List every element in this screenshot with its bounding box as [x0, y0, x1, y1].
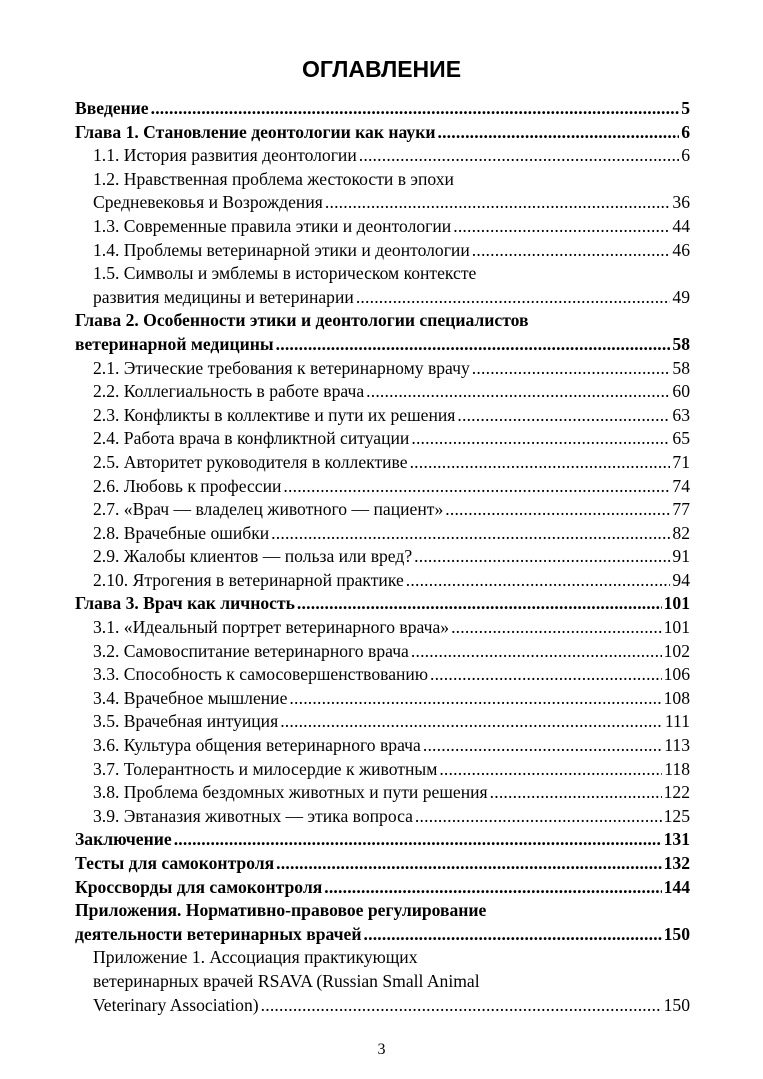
dot-leader	[271, 522, 670, 546]
dot-leader	[423, 734, 662, 758]
toc-entry-title: Тесты для самоконтроля	[75, 853, 275, 873]
toc-entry	[75, 781, 690, 805]
toc-entry	[75, 215, 690, 239]
toc-entry-page: 94	[672, 569, 690, 590]
toc-entry-title: 3.8. Проблема бездомных животных и пути решения	[93, 782, 488, 803]
toc-entry-title: 3.9. Эвтаназия животных — этика вопроса	[93, 805, 413, 826]
toc-entry-title: развития медицины и ветеринарии	[93, 286, 354, 307]
dot-leader	[280, 710, 663, 734]
toc-entry-title: 2.2. Коллегиальность в работе врача	[93, 381, 365, 402]
toc-entry	[75, 475, 690, 499]
toc-entry	[75, 828, 690, 852]
toc-entry	[75, 239, 690, 263]
toc-entry-title: 1.4. Проблемы ветеринарной этики и деонтологии	[93, 239, 470, 260]
toc-entry-title: 3.4. Врачебное мышление	[93, 687, 288, 708]
toc-entry-title: 1.3. Современные правила этики и деонтологии	[93, 215, 452, 236]
dot-leader	[356, 286, 671, 310]
toc-entry-title: 2.8. Врачебные ошибки	[93, 522, 270, 543]
toc-entry-title: Глава 1. Становление деонтологии как науки	[75, 121, 436, 142]
dot-leader	[490, 781, 662, 805]
toc-entry	[75, 168, 690, 192]
dot-leader	[261, 994, 662, 1018]
page-number: 3	[377, 1041, 386, 1058]
toc-entry	[75, 616, 690, 640]
toc-entry-title: 3.7. Толерантность и милосердие к животным	[93, 758, 438, 779]
toc-entry-page: 144	[663, 876, 690, 897]
toc-entry-title: Кроссворды для самоконтроля	[75, 876, 323, 897]
toc-entry-title: 1.2. Нравственная проблема жестокости в эпохи	[93, 168, 454, 189]
toc-entry-page: 101	[663, 593, 690, 614]
toc-entry-title: 2.1. Этические требования к ветеринарному врачу	[93, 357, 470, 378]
dot-leader	[325, 191, 671, 215]
toc-entry-page: 71	[672, 451, 690, 472]
toc-entry-page: 131	[663, 829, 690, 850]
toc-entry	[75, 309, 690, 333]
toc-entry-page: 65	[672, 428, 690, 449]
toc-entry-title: Глава 3. Врач как личность	[75, 593, 295, 614]
toc-entry	[75, 451, 690, 475]
toc-entry-page: 102	[663, 640, 690, 661]
dot-leader	[410, 451, 671, 475]
toc-entry-title: Средневековья и Возрождения	[93, 192, 323, 213]
toc-entry-page: 5	[681, 98, 690, 118]
dot-leader	[366, 380, 670, 404]
toc-entry	[75, 592, 690, 616]
toc-entry-page: 122	[663, 782, 690, 803]
toc-entry	[75, 663, 690, 687]
dot-leader	[289, 687, 661, 711]
toc-entry	[75, 357, 690, 381]
toc-entry	[75, 687, 690, 711]
toc-entry-page: 58	[672, 357, 690, 378]
toc-entry-title: 2.5. Авторитет руководителя в коллективе	[93, 451, 408, 472]
toc-entry	[75, 923, 690, 947]
toc-entry-page: 106	[663, 664, 690, 685]
toc-entry-page: 150	[663, 994, 690, 1015]
toc-entry-title: 2.6. Любовь к профессии	[93, 475, 282, 496]
toc-entry-title: 2.10. Ятрогения в ветеринарной практике	[93, 569, 404, 590]
toc-entry-page: 132	[663, 853, 690, 873]
dot-leader	[430, 663, 662, 687]
toc-entry-page: 44	[672, 215, 690, 236]
toc-entry	[75, 994, 690, 1018]
toc-entry	[75, 404, 690, 428]
dot-leader	[437, 121, 679, 145]
toc-entry-page: 6	[681, 145, 690, 166]
toc-entry-page: 6	[681, 121, 690, 142]
toc-entry-title: деятельности ветеринарных врачей	[75, 923, 362, 944]
toc-entry	[75, 876, 690, 900]
toc-entry	[75, 191, 690, 215]
dot-leader	[414, 545, 670, 569]
table-of-contents	[75, 97, 690, 1017]
dot-leader	[472, 239, 671, 263]
toc-entry-title: ветеринарной медицины	[75, 333, 274, 354]
dot-leader	[439, 758, 662, 782]
toc-entry	[75, 569, 690, 593]
toc-entry-title: Заключение	[75, 829, 172, 850]
toc-entry-title: 3.6. Культура общения ветеринарного врача	[93, 735, 421, 756]
toc-entry-page: 46	[672, 239, 690, 260]
toc-entry	[75, 498, 690, 522]
dot-leader	[324, 876, 661, 900]
toc-entry-page: 108	[663, 687, 690, 708]
toc-entry-page: 77	[672, 499, 690, 520]
dot-leader	[174, 828, 662, 852]
dot-leader	[415, 805, 662, 829]
toc-entry-title: 2.9. Жалобы клиентов — польза или вред?	[93, 546, 413, 567]
dot-leader	[445, 498, 670, 522]
dot-leader	[406, 569, 671, 593]
toc-entry-page: 91	[672, 546, 690, 567]
dot-leader	[276, 333, 671, 357]
toc-entry-title: Глава 2. Особенности этики и деонтологии специалистов	[75, 310, 529, 331]
toc-entry	[75, 970, 690, 994]
toc-entry-page: 113	[664, 735, 690, 756]
dot-leader	[451, 616, 662, 640]
toc-entry-page: 58	[672, 333, 690, 354]
toc-entry-title: Введение	[75, 98, 149, 118]
toc-entry	[75, 545, 690, 569]
toc-entry	[75, 427, 690, 451]
dot-leader	[453, 215, 670, 239]
toc-entry-page: 36	[672, 192, 690, 213]
toc-entry	[75, 522, 690, 546]
toc-entry	[75, 710, 690, 734]
toc-entry	[75, 144, 690, 168]
toc-entry-title: ветеринарных врачей RSAVA (Russian Small Animal	[93, 970, 480, 991]
toc-entry-title: 3.3. Способность к самосовершенствованию	[93, 664, 428, 685]
toc-entry-title: 1.5. Символы и эмблемы в историческом контексте	[93, 263, 477, 284]
toc-entry	[75, 333, 690, 357]
toc-entry	[75, 121, 690, 145]
toc-entry	[75, 640, 690, 664]
toc-entry-title: Veterinary Association)	[93, 994, 259, 1015]
toc-entry-title: 2.4. Работа врача в конфликтной ситуации	[93, 428, 410, 449]
dot-leader	[283, 475, 670, 499]
dot-leader	[151, 97, 680, 121]
toc-entry	[75, 734, 690, 758]
toc-entry-title: 1.1. История развития деонтологии	[93, 145, 357, 166]
toc-entry	[75, 97, 690, 121]
toc-entry-title: 3.1. «Идеальный портрет ветеринарного врача»	[93, 617, 450, 638]
toc-entry-page: 111	[664, 711, 690, 732]
toc-entry	[75, 852, 690, 876]
toc-entry	[75, 286, 690, 310]
toc-entry	[75, 946, 690, 970]
toc-entry-title: 3.2. Самовоспитание ветеринарного врача	[93, 640, 409, 661]
dot-leader	[472, 357, 671, 381]
toc-entry-page: 63	[672, 404, 690, 425]
toc-entry	[75, 805, 690, 829]
toc-entry-page: 49	[672, 286, 690, 307]
toc-entry	[75, 380, 690, 404]
dot-leader	[457, 404, 670, 428]
toc-entry	[75, 262, 690, 286]
toc-entry-page: 150	[663, 923, 690, 944]
toc-entry-title: Приложения. Нормативно-правовое регулирование	[75, 900, 487, 921]
dot-leader	[411, 640, 662, 664]
toc-entry-title: 2.3. Конфликты в коллективе и пути их решения	[93, 404, 456, 425]
toc-entry-title: Приложение 1. Ассоциация практикующих	[93, 947, 418, 968]
toc-entry-title: 2.7. «Врач — владелец животного — пациент»	[93, 499, 444, 520]
toc-entry-page: 101	[663, 617, 690, 638]
toc-entry-page: 125	[663, 805, 690, 826]
dot-leader	[297, 592, 662, 616]
toc-entry-page: 74	[672, 475, 690, 496]
dot-leader	[359, 144, 679, 168]
toc-entry	[75, 758, 690, 782]
toc-entry-page: 82	[672, 522, 690, 543]
toc-entry-title: 3.5. Врачебная интуиция	[93, 711, 279, 732]
dot-leader	[364, 923, 662, 947]
dot-leader	[411, 427, 670, 451]
dot-leader	[276, 852, 661, 876]
page-title: ОГЛАВЛЕНИЕ	[301, 56, 462, 82]
toc-entry-page: 118	[664, 758, 690, 779]
toc-entry-page: 60	[672, 381, 690, 402]
toc-entry	[75, 899, 690, 923]
